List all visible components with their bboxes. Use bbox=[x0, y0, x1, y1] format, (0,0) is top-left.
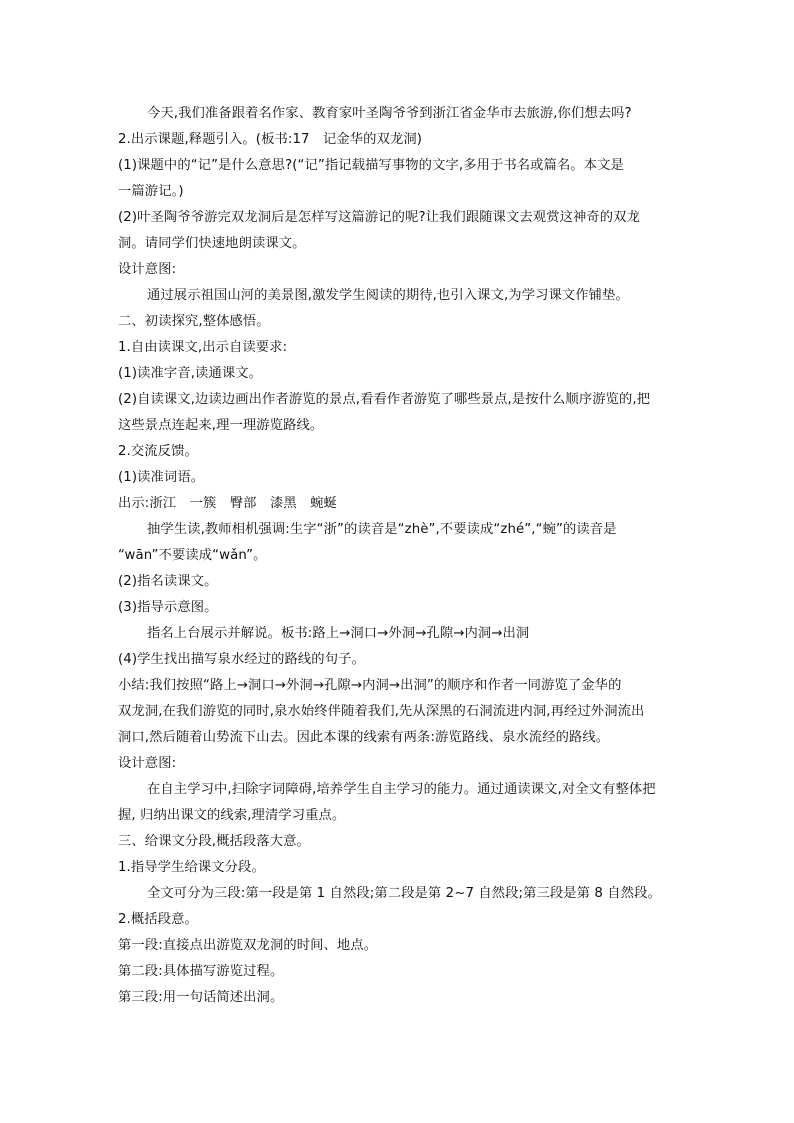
text-line: 1.自由读课文,出示自读要求: bbox=[118, 340, 288, 355]
text-line: 二、初读探究,整体感悟。 bbox=[118, 314, 270, 329]
text-line: 第二段:具体描写游览过程。 bbox=[118, 964, 284, 979]
text-line: 设计意图: bbox=[118, 756, 177, 771]
text-line: 设计意图: bbox=[118, 262, 177, 277]
text-line: “wān”不要读成“wǎn”。 bbox=[118, 548, 267, 563]
text-line: 2.交流反馈。 bbox=[118, 444, 198, 459]
text-line: 握, 归纳出课文的线索,理清学习重点。 bbox=[118, 808, 346, 823]
text-line: 全文可分为三段:第一段是第 1 自然段;第二段是第 2~7 自然段;第三段是第 8 自然段。 bbox=[147, 886, 661, 901]
text-line: (1)课题中的“记”是什么意思?(“记”指记载描写事物的文字,多用于书名或篇名。本文是 bbox=[118, 158, 624, 173]
text-line: (2)指名读课文。 bbox=[118, 574, 218, 589]
text-line: (1)读准字音,读通课文。 bbox=[118, 366, 263, 381]
text-line: 洞口,然后随着山势流下山去。因此本课的线索有两条:游览路线、泉水流经的路线。 bbox=[118, 730, 610, 745]
text-line: 三、给课文分段,概括段落大意。 bbox=[118, 834, 310, 849]
text-line: (4)学生找出描写泉水经过的路线的句子。 bbox=[118, 652, 365, 667]
lesson-plan-body bbox=[118, 101, 678, 1011]
text-line: 小结:我们按照“路上→洞口→外洞→孔隙→内洞→出洞”的顺序和作者一同游览了金华的 bbox=[118, 678, 622, 693]
text-line: (1)读准词语。 bbox=[118, 470, 205, 485]
text-line: 洞。请同学们快速地朗读课文。 bbox=[118, 236, 306, 251]
text-line: 指名上台展示并解说。板书:路上→洞口→外洞→孔隙→内洞→出洞 bbox=[147, 626, 530, 641]
text-line: 这些景点连起来,理一理游览路线。 bbox=[118, 418, 324, 433]
text-line: 第一段:直接点出游览双龙洞的时间、地点。 bbox=[118, 938, 378, 953]
text-line: 一篇游记。) bbox=[118, 184, 184, 199]
text-line: 今天,我们准备跟着名作家、教育家叶圣陶爷爷到浙江省金华市去旅游,你们想去吗? bbox=[147, 106, 632, 121]
text-line: 通过展示祖国山河的美景图,激发学生阅读的期待,也引入课文,为学习课文作铺垫。 bbox=[147, 288, 629, 303]
text-line: 2.出示课题,释题引入。(板书:17 记金华的双龙洞) bbox=[118, 132, 423, 147]
text-line: 双龙洞,在我们游览的同时,泉水始终伴随着我们,先从深黑的石洞流进内洞,再经过外洞流出 bbox=[118, 704, 645, 719]
text-line: 在自主学习中,扫除字词障碍,培养学生自主学习的能力。通过通读课文,对全文有整体把 bbox=[147, 782, 656, 797]
text-line: 1.指导学生给课文分段。 bbox=[118, 860, 265, 875]
text-line: 抽学生读,教师相机强调:生字“浙”的读音是“zhè”,不要读成“zhé”,“蜿”的读音是 bbox=[147, 522, 617, 537]
text-line: (3)指导示意图。 bbox=[118, 600, 218, 615]
text-line: 出示:浙江 一簇 臀部 漆黑 蜿蜒 bbox=[118, 496, 337, 511]
text-line: 第三段:用一句话简述出洞。 bbox=[118, 990, 284, 1005]
text-line: (2)叶圣陶爷爷游完双龙洞后是怎样写这篇游记的呢?让我们跟随课文去观赏这神奇的双龙 bbox=[118, 210, 640, 225]
text-line: 2.概括段意。 bbox=[118, 912, 198, 927]
text-line: (2)自读课文,边读边画出作者游览的景点,看看作者游览了哪些景点,是按什么顺序游览的,把 bbox=[118, 392, 651, 407]
